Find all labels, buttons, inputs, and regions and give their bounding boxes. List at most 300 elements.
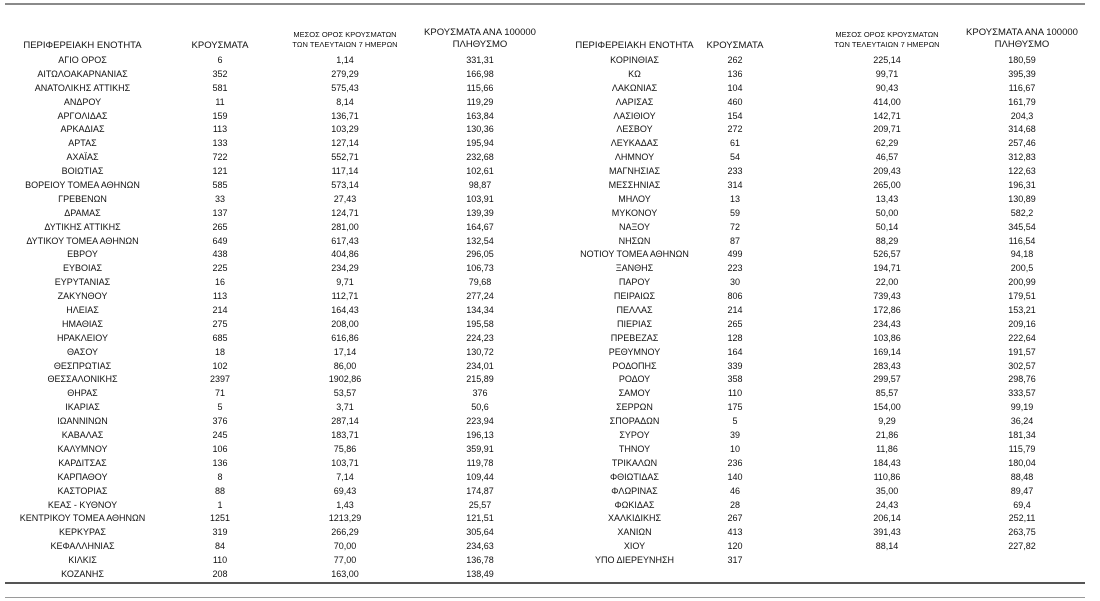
per-100k-cell: 234,01 [466, 360, 494, 371]
avg-cell: 53,57 [333, 388, 357, 399]
per-100k-cell: 50,6 [471, 402, 489, 413]
header-avg-line2: ΤΩΝ ΤΕΛΕΥΤΑΙΩΝ 7 ΗΜΕΡΩΝ [292, 40, 398, 49]
header-avg-line1: ΜΕΣΟΣ ΟΡΟΣ ΚΡΟΥΣΜΑΤΩΝ [293, 30, 397, 39]
region-cell: ΖΑΚΥΝΘΟΥ [57, 291, 108, 302]
avg-cell: 103,86 [873, 332, 901, 343]
region-cell: ΠΙΕΡΙΑΣ [616, 318, 653, 329]
cases-cell: 136 [727, 68, 743, 79]
region-cell: ΚΟΡΙΝΘΙΑΣ [610, 55, 659, 65]
avg-cell: 86,00 [333, 360, 357, 371]
region-cell: ΘΗΡΑΣ [67, 388, 98, 399]
cases-cell: 267 [727, 513, 743, 524]
cases-cell: 110 [727, 388, 743, 399]
cases-cell: 113 [212, 124, 228, 135]
avg-cell: 616,86 [331, 332, 359, 343]
region-cell: ΔΡΑΜΑΣ [64, 207, 101, 218]
per-100k-cell: 138,49 [466, 568, 494, 579]
avg-cell: 208,00 [331, 318, 359, 329]
avg-cell: 1902,86 [328, 374, 362, 385]
cases-cell: 175 [727, 402, 743, 413]
region-cell: ΚΩ [628, 68, 641, 79]
avg-cell: 46,57 [875, 152, 899, 163]
cases-cell: 1251 [209, 513, 231, 524]
per-100k-cell: 139,39 [466, 207, 494, 218]
cases-cell: 120 [727, 541, 743, 552]
cases-cell: 225 [212, 263, 228, 274]
region-cell: ΚΕΑΣ - ΚΥΘΝΟΥ [47, 499, 118, 510]
per-100k-cell: 302,57 [1008, 360, 1036, 371]
cases-cell: 28 [729, 499, 740, 510]
per-100k-cell: 215,89 [466, 374, 494, 385]
avg-cell: 50,14 [875, 221, 899, 232]
cases-cell: 72 [729, 221, 740, 232]
avg-cell: 1,14 [336, 55, 354, 65]
cases-cell: 133 [212, 138, 228, 149]
avg-cell: 9,71 [336, 277, 354, 288]
cases-cell: 121 [212, 166, 228, 177]
avg-cell: 22,00 [875, 277, 899, 288]
cases-cell: 18 [214, 346, 225, 357]
cases-cell: 5 [217, 402, 223, 413]
per-100k-cell: 174,87 [466, 485, 494, 496]
per-100k-cell: 298,76 [1008, 374, 1036, 385]
region-cell: ΗΜΑΘΙΑΣ [62, 318, 103, 329]
cases-cell: 245 [212, 430, 228, 441]
per-100k-cell: 88,48 [1010, 471, 1034, 482]
region-cell: ΦΛΩΡΙΝΑΣ [611, 485, 658, 496]
cases-cell: 585 [212, 180, 228, 191]
cases-cell: 272 [727, 124, 743, 135]
cases-cell: 236 [727, 457, 743, 468]
avg-cell: 50,00 [875, 207, 899, 218]
avg-cell: 575,43 [331, 82, 359, 93]
avg-cell: 124,71 [331, 207, 359, 218]
avg-cell: 391,43 [873, 527, 901, 538]
region-cell: ΥΠΟ ΔΙΕΡΕΥΝΗΣΗ [594, 555, 675, 566]
region-cell: ΣΑΜΟΥ [618, 388, 651, 399]
avg-cell: 112,71 [331, 291, 359, 302]
avg-cell: 552,71 [331, 152, 359, 163]
cases-cell: 265 [212, 221, 228, 232]
per-100k-cell: 191,57 [1008, 346, 1036, 357]
avg-cell: 7,14 [336, 471, 354, 482]
per-100k-cell: 179,51 [1008, 291, 1036, 302]
region-cell: ΛΗΜΝΟΥ [614, 152, 655, 163]
per-100k-cell: 195,58 [466, 318, 494, 329]
cases-cell: 104 [727, 82, 743, 93]
cases-cell: 265 [727, 318, 743, 329]
cases-cell: 214 [727, 305, 743, 316]
per-100k-cell: 99,19 [1010, 402, 1034, 413]
per-100k-cell: 333,57 [1008, 388, 1036, 399]
avg-cell: 127,14 [331, 138, 359, 149]
region-cell: ΦΩΚΙΔΑΣ [614, 499, 655, 510]
region-cell: ΡΟΔΟΥ [618, 374, 651, 385]
region-cell: ΠΑΡΟΥ [618, 277, 651, 288]
avg-cell: 70,00 [333, 541, 357, 552]
per-100k-cell: 134,34 [466, 305, 494, 316]
avg-cell: 27,43 [333, 193, 357, 204]
cases-cell: 649 [212, 235, 228, 246]
cases-cell: 208 [212, 568, 228, 579]
region-cell: ΣΠΟΡΑΔΩΝ [609, 416, 660, 427]
region-cell: ΜΑΓΝΗΣΙΑΣ [608, 166, 661, 177]
per-100k-cell: 115,79 [1008, 443, 1036, 454]
cases-cell: 110 [212, 555, 228, 566]
per-100k-cell: 122,63 [1008, 166, 1036, 177]
avg-cell: 279,29 [331, 68, 359, 79]
cases-cell: 8 [217, 471, 223, 482]
per-100k-cell: 296,05 [466, 249, 494, 260]
cases-cell: 438 [212, 249, 228, 260]
cases-cell: 140 [727, 471, 743, 482]
region-cell: ΔΥΤΙΚΗΣ ΑΤΤΙΚΗΣ [44, 221, 121, 232]
per-100k-cell: 180,59 [1008, 55, 1036, 65]
header-avg-7-days [812, 30, 962, 50]
per-100k-cell: 166,98 [466, 68, 494, 79]
per-100k-cell: 395,39 [1008, 68, 1036, 79]
per-100k-cell: 222,64 [1008, 332, 1036, 343]
avg-cell: 172,86 [873, 305, 901, 316]
cases-cell: 71 [214, 388, 225, 399]
region-cell: ΜΥΚΟΝΟΥ [611, 207, 658, 218]
avg-cell: 17,14 [333, 346, 357, 357]
cases-cell: 13 [729, 193, 740, 204]
header-cases: ΚΡΟΥΣΜΑΤΑ [706, 40, 764, 51]
per-100k-cell: 102,61 [466, 166, 494, 177]
region-cell: ΙΚΑΡΙΑΣ [65, 402, 100, 413]
cases-cell: 339 [727, 360, 743, 371]
avg-cell: 136,71 [331, 110, 359, 121]
header-region: ΠΕΡΙΦΕΡΕΙΑΚΗ ΕΝΟΤΗΤΑ [23, 40, 142, 51]
region-cell: ΛΑΣΙΘΙΟΥ [613, 110, 656, 121]
cases-cell: 413 [727, 527, 743, 538]
cases-cell: 581 [212, 82, 228, 93]
avg-cell: 573,14 [331, 180, 359, 191]
avg-cell: 1213,29 [328, 513, 362, 524]
per-100k-cell: 181,34 [1008, 430, 1036, 441]
bottom-rule [5, 582, 1085, 584]
region-cell: ΠΕΙΡΑΙΩΣ [613, 291, 656, 302]
avg-cell: 11,86 [876, 443, 898, 454]
per-100k-cell: 263,75 [1008, 527, 1036, 538]
cases-cell: 460 [727, 96, 743, 107]
per-100k-cell: 103,91 [466, 193, 494, 204]
per-100k-cell: 119,29 [466, 96, 494, 107]
avg-cell: 85,57 [875, 388, 899, 399]
avg-cell: 117,14 [331, 166, 359, 177]
cases-cell: 722 [212, 152, 228, 163]
avg-cell: 206,14 [873, 513, 901, 524]
avg-cell: 8,14 [336, 96, 354, 107]
per-100k-cell: 180,04 [1008, 457, 1036, 468]
avg-cell: 266,29 [331, 527, 359, 538]
region-cell: ΣΥΡΟΥ [619, 430, 650, 441]
cases-cell: 214 [212, 305, 228, 316]
region-cell: ΚΑΒΑΛΑΣ [61, 430, 104, 441]
region-cell: ΤΡΙΚΑΛΩΝ [611, 457, 658, 468]
per-100k-cell: 200,5 [1010, 263, 1034, 274]
avg-cell: 142,71 [873, 110, 901, 121]
region-cell: ΚΕΡΚΥΡΑΣ [59, 527, 106, 538]
per-100k-cell: 376 [472, 388, 488, 399]
region-cell: ΛΑΚΩΝΙΑΣ [611, 82, 658, 93]
avg-cell: 24,43 [875, 499, 899, 510]
header-avg-line2: ΤΩΝ ΤΕΛΕΥΤΑΙΩΝ 7 ΗΜΕΡΩΝ [834, 40, 940, 49]
cases-cell: 16 [214, 277, 225, 288]
region-cell: ΧΑΛΚΙΔΙΚΗΣ [607, 513, 662, 524]
per-100k-cell: 163,84 [466, 110, 494, 121]
cases-cell: 39 [729, 430, 740, 441]
per-100k-cell: 314,68 [1008, 124, 1036, 135]
cases-cell: 314 [727, 180, 743, 191]
per-100k-cell: 153,21 [1008, 305, 1036, 316]
cases-cell: 352 [212, 68, 228, 79]
per-100k-cell: 36,24 [1010, 416, 1034, 427]
avg-cell: 283,43 [873, 360, 901, 371]
region-cell: ΠΕΛΛΑΣ [616, 305, 653, 316]
region-cell: ΚΑΡΔΙΤΣΑΣ [58, 457, 107, 468]
avg-cell: 3,71 [336, 402, 354, 413]
header-per-line2: ΠΛΗΘΥΣΜΟ [452, 39, 508, 50]
avg-cell: 414,00 [873, 96, 901, 107]
cases-cell: 102 [212, 360, 228, 371]
region-cell: ΧΙΟΥ [623, 541, 646, 552]
cases-cell: 159 [212, 110, 228, 121]
cases-cell: 685 [212, 332, 228, 343]
avg-cell: 103,29 [331, 124, 359, 135]
avg-cell: 77,00 [333, 555, 357, 566]
per-100k-cell: 130,36 [466, 124, 494, 135]
region-cell: ΛΕΣΒΟΥ [616, 124, 653, 135]
per-100k-cell: 359,91 [466, 443, 494, 454]
avg-cell: 209,71 [873, 124, 901, 135]
region-cell: ΚΕΝΤΡΙΚΟΥ ΤΟΜΕΑ ΑΘΗΝΩΝ [19, 513, 146, 524]
region-cell: ΜΗΛΟΥ [618, 193, 651, 204]
avg-cell: 184,43 [873, 457, 901, 468]
per-100k-cell: 79,68 [468, 277, 492, 288]
avg-cell: 9,29 [878, 416, 896, 427]
cases-cell: 87 [729, 235, 740, 246]
cases-cell: 136 [212, 457, 228, 468]
avg-cell: 194,71 [873, 263, 901, 274]
avg-cell: 225,14 [873, 55, 901, 65]
per-100k-cell: 164,67 [466, 221, 494, 232]
region-cell: ΗΛΕΙΑΣ [66, 305, 99, 316]
region-cell: ΡΕΘΥΜΝΟΥ [608, 346, 661, 357]
per-100k-cell: 130,89 [1008, 193, 1036, 204]
region-cell: ΠΡΕΒΕΖΑΣ [610, 332, 659, 343]
region-cell: ΑΡΚΑΔΙΑΣ [60, 124, 105, 135]
region-cell: ΑΓΙΟ ΟΡΟΣ [58, 55, 107, 65]
region-cell: ΚΟΖΑΝΗΣ [61, 568, 104, 579]
per-100k-cell: 116,67 [1008, 82, 1036, 93]
region-cell: ΑΝΔΡΟΥ [63, 96, 102, 107]
region-cell: ΛΑΡΙΣΑΣ [615, 96, 654, 107]
cases-cell: 33 [214, 193, 225, 204]
region-cell: ΝΗΣΩΝ [618, 235, 651, 246]
cases-cell: 2397 [209, 374, 231, 385]
region-cell: ΝΑΞΟΥ [618, 221, 651, 232]
cases-cell: 61 [729, 138, 740, 149]
avg-cell: 69,43 [333, 485, 357, 496]
per-100k-cell: 94,18 [1010, 249, 1034, 260]
avg-cell: 617,43 [331, 235, 359, 246]
cases-cell: 6 [217, 55, 223, 65]
region-cell: ΗΡΑΚΛΕΙΟΥ [56, 332, 109, 343]
avg-cell: 526,57 [873, 249, 901, 260]
per-100k-cell: 582,2 [1010, 207, 1034, 218]
cases-cell: 275 [212, 318, 228, 329]
per-100k-cell: 116,54 [1008, 235, 1036, 246]
per-100k-cell: 312,83 [1008, 152, 1036, 163]
per-100k-cell: 161,79 [1008, 96, 1036, 107]
cases-cell: 223 [727, 263, 743, 274]
avg-cell: 169,14 [873, 346, 901, 357]
region-cell: ΜΕΣΣΗΝΙΑΣ [608, 180, 661, 191]
region-cell: ΘΕΣΣΑΛΟΝΙΚΗΣ [47, 374, 118, 385]
region-cell: ΒΟΡΕΙΟΥ ΤΟΜΕΑ ΑΘΗΝΩΝ [25, 180, 140, 191]
avg-cell: 234,43 [873, 318, 901, 329]
per-100k-cell: 234,63 [466, 541, 494, 552]
cases-cell: 233 [727, 166, 743, 177]
avg-cell: 75,86 [333, 443, 357, 454]
per-100k-cell: 109,44 [466, 471, 494, 482]
region-cell: ΑΙΤΩΛΟΑΚΑΡΝΑΝΙΑΣ [37, 68, 128, 79]
cases-cell: 11 [215, 96, 225, 107]
region-cell: ΒΟΙΩΤΙΑΣ [61, 166, 104, 177]
cases-cell: 1 [217, 499, 223, 510]
region-cell: ΞΑΝΘΗΣ [615, 263, 654, 274]
per-100k-cell: 224,23 [466, 332, 494, 343]
avg-cell: 35,00 [875, 485, 899, 496]
avg-cell: 90,43 [875, 82, 899, 93]
region-cell: ΕΒΡΟΥ [67, 249, 98, 260]
cases-cell: 164 [727, 346, 743, 357]
cases-cell: 59 [729, 207, 740, 218]
cases-cell: 30 [729, 277, 740, 288]
per-100k-cell: 209,16 [1008, 318, 1036, 329]
region-cell: ΑΡΤΑΣ [68, 138, 97, 149]
region-cell: ΚΕΦΑΛΛΗΝΙΑΣ [50, 541, 115, 552]
per-100k-cell: 196,13 [466, 430, 494, 441]
region-cell: ΧΑΝΙΩΝ [617, 527, 652, 538]
per-100k-cell: 196,31 [1008, 180, 1036, 191]
header-cases: ΚΡΟΥΣΜΑΤΑ [191, 40, 249, 51]
header-per-100k [962, 27, 1082, 51]
region-cell: ΙΩΑΝΝΙΝΩΝ [57, 416, 108, 427]
header-per-line1: ΚΡΟΥΣΜΑΤΑ ΑΝΑ 100000 [966, 27, 1078, 38]
region-cell: ΛΕΥΚΑΔΑΣ [610, 138, 659, 149]
region-cell: ΦΘΙΩΤΙΔΑΣ [610, 471, 659, 482]
avg-cell: 88,29 [875, 235, 899, 246]
avg-cell: 183,71 [331, 430, 359, 441]
avg-cell: 110,86 [873, 471, 901, 482]
per-100k-cell: 89,47 [1010, 485, 1034, 496]
cases-cell: 358 [727, 374, 743, 385]
avg-cell: 281,00 [331, 221, 359, 232]
cases-cell: 262 [727, 55, 743, 65]
region-cell: ΚΙΛΚΙΣ [68, 555, 97, 566]
per-100k-cell: 200,99 [1008, 277, 1036, 288]
per-100k-cell: 119,78 [466, 457, 494, 468]
header-region: ΠΕΡΙΦΕΡΕΙΑΚΗ ΕΝΟΤΗΤΑ [575, 40, 694, 51]
per-100k-cell: 132,54 [466, 235, 494, 246]
avg-cell: 88,14 [875, 541, 899, 552]
per-100k-cell: 25,57 [468, 499, 492, 510]
cases-cell: 499 [727, 249, 743, 260]
header-per-line1: ΚΡΟΥΣΜΑΤΑ ΑΝΑ 100000 [424, 27, 536, 38]
avg-cell: 739,43 [873, 291, 901, 302]
cases-cell: 88 [214, 485, 225, 496]
region-cell: ΤΗΝΟΥ [618, 443, 651, 454]
region-cell: ΣΕΡΡΩΝ [616, 402, 653, 413]
avg-cell: 99,71 [875, 68, 899, 79]
avg-cell: 164,43 [331, 305, 359, 316]
region-cell: ΑΝΑΤΟΛΙΚΗΣ ΑΤΤΙΚΗΣ [34, 82, 131, 93]
cases-cell: 317 [727, 555, 743, 566]
header-per-line2: ΠΛΗΘΥΣΜΟ [994, 39, 1050, 50]
region-cell: ΑΧΑΪΑΣ [66, 152, 99, 163]
per-100k-cell: 130,72 [466, 346, 494, 357]
header-avg-line1: ΜΕΣΟΣ ΟΡΟΣ ΚΡΟΥΣΜΑΤΩΝ [835, 30, 939, 39]
per-100k-cell: 136,78 [466, 555, 494, 566]
per-100k-cell: 345,54 [1008, 221, 1036, 232]
avg-cell: 103,71 [331, 457, 359, 468]
per-100k-cell: 252,11 [1008, 513, 1036, 524]
avg-cell: 234,29 [331, 263, 359, 274]
per-100k-cell: 121,51 [466, 513, 494, 524]
avg-cell: 287,14 [331, 416, 359, 427]
avg-cell: 404,86 [331, 249, 359, 260]
region-cell: ΑΡΓΟΛΙΔΑΣ [57, 110, 108, 121]
cases-cell: 319 [212, 527, 228, 538]
region-cell: ΚΑΛΥΜΝΟΥ [57, 443, 108, 454]
avg-cell: 154,00 [873, 402, 901, 413]
avg-cell: 21,86 [875, 430, 899, 441]
per-100k-cell: 331,31 [466, 55, 494, 65]
per-100k-cell: 257,46 [1008, 138, 1036, 149]
region-cell: ΝΟΤΙΟΥ ΤΟΜΕΑ ΑΘΗΝΩΝ [580, 249, 689, 260]
per-100k-cell: 305,64 [466, 527, 494, 538]
per-100k-cell: 223,94 [466, 416, 494, 427]
per-100k-cell: 115,66 [466, 82, 494, 93]
cases-cell: 106 [212, 443, 228, 454]
region-cell: ΚΑΡΠΑΘΟΥ [57, 471, 108, 482]
cases-cell: 84 [214, 541, 225, 552]
cases-cell: 128 [727, 332, 743, 343]
cases-cell: 5 [732, 416, 738, 427]
cases-cell: 154 [727, 110, 743, 121]
per-100k-cell: 232,68 [466, 152, 494, 163]
cases-cell: 376 [212, 416, 228, 427]
avg-cell: 62,29 [875, 138, 899, 149]
avg-cell: 265,00 [873, 180, 901, 191]
per-100k-cell: 277,24 [466, 291, 494, 302]
region-cell: ΕΥΒΟΙΑΣ [62, 263, 103, 274]
region-cell: ΡΟΔΟΠΗΣ [612, 360, 657, 371]
footer-rule [5, 597, 1085, 598]
per-100k-cell: 98,87 [468, 180, 492, 191]
per-100k-cell: 227,82 [1008, 541, 1036, 552]
region-cell: ΘΑΣΟΥ [66, 346, 99, 357]
cases-cell: 10 [729, 443, 740, 454]
per-100k-cell: 195,94 [466, 138, 494, 149]
cases-cell: 113 [212, 291, 228, 302]
region-cell: ΔΥΤΙΚΟΥ ΤΟΜΕΑ ΑΘΗΝΩΝ [26, 235, 139, 246]
region-cell: ΕΥΡΥΤΑΝΙΑΣ [54, 277, 111, 288]
header-per-100k [420, 27, 540, 51]
